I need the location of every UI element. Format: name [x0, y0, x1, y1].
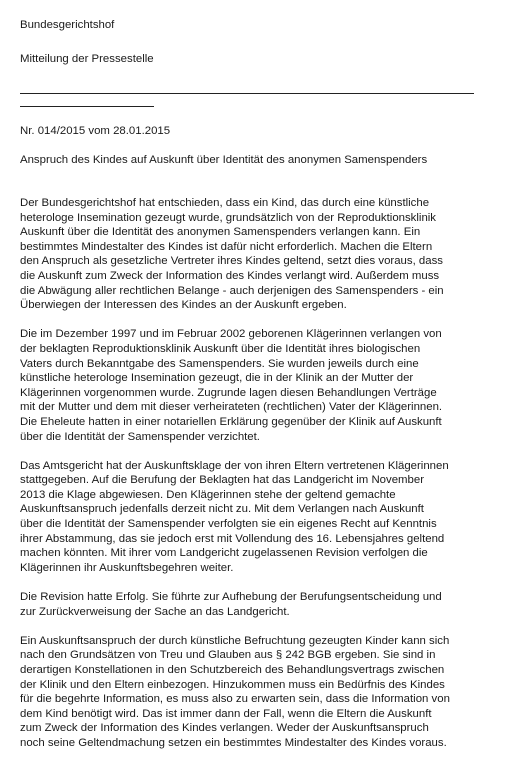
- release-number: Nr. 014/2015 vom 28.01.2015: [20, 125, 171, 137]
- text-line: die Abwägung aller rechtlichen Belange - auch derjenigen des Samenspenders - ein: [20, 284, 444, 297]
- paragraph-5: [20, 634, 490, 751]
- text-line: den Anspruch als gesetzliche Vertreter ihres Kindes geltend, setzt dies voraus, dass: [20, 255, 443, 268]
- text-line: Auskunftsanspruch jedenfalls derzeit nicht zu. Mit dem Verlangen nach Auskunft: [20, 503, 424, 516]
- text-line: Der Bundesgerichtshof hat entschieden, dass ein Kind, das durch eine künstliche: [20, 197, 430, 209]
- text-line: Die im Dezember 1997 und im Februar 2002 geborenen Klägerinnen verlangen von: [20, 328, 442, 341]
- text-line: ihrer Abstammung, das sie jedoch erst mit Vollendung des 16. Lebensjahres geltend: [20, 532, 445, 545]
- text-line: machen könnten. Mit ihrer vom Landgericht zugelassenen Revision verfolgen die: [20, 547, 428, 560]
- text-line: Klägerinnen vorgenommen wurde. Zugrunde lagen diesen Behandlungen Verträge: [20, 386, 437, 399]
- text-line: künstliche heterologe Insemination gezeugt, die in der Klinik an der Mutter der: [20, 372, 414, 385]
- text-line: der beklagten Reproduktionsklinik Auskunft über die Identität ihres biologischen: [20, 342, 421, 355]
- text-line: mit der Mutter und dem mit dieser verheirateten (rechtlichen) Vater der Klägerinnen.: [20, 401, 443, 414]
- release-headline: Anspruch des Kindes auf Auskunft über Identität des anonymen Samenspenders: [20, 154, 428, 166]
- text-line: zur Zurückverweisung der Sache an das Landgericht.: [20, 605, 290, 618]
- separator-line-long: [20, 93, 474, 94]
- text-line: Vaters durch Bekanntgabe des Samenspenders. Sie wurden jeweils durch eine: [20, 357, 419, 370]
- text-line: Ein Auskunftsanspruch der durch künstliche Befruchtung gezeugten Kinder kann sich: [20, 634, 450, 647]
- text-line: heterologe Insemination gezeugt wurde, grundsätzlich von der Reproduktionsklinik: [20, 211, 437, 224]
- paragraph-3: [20, 459, 490, 576]
- text-line: dem Kind benötigt wird. Das ist immer dann der Fall, wenn die Eltern die Auskunft: [20, 707, 432, 720]
- separator-line-short: [20, 106, 154, 107]
- text-line: Überwiegen der Interessen des Kindes an der Auskunft ergeben.: [20, 299, 347, 312]
- text-line: 2013 die Klage abgewiesen. Den Klägerinnen stehe der geltend gemachte: [20, 488, 396, 501]
- paragraph-4: [20, 590, 490, 619]
- text-line: der Klinik und den Eltern einbezogen. Hinzukommen muss ein Bedürfnis des Kindes: [20, 678, 445, 691]
- text-line: über die Identität der Samenspender verzichtet.: [20, 430, 260, 443]
- text-line: für die begehrte Information, es muss also zu erwarten sein, dass die Information von: [20, 693, 450, 706]
- text-line: Die Revision hatte Erfolg. Sie führte zur Aufhebung der Berufungsentscheidung und: [20, 591, 442, 604]
- text-line: die Auskunft zum Zweck der Information des Kindes verlangt wird. Außerdem muss: [20, 269, 440, 282]
- text-line: nach den Grundsätzen von Treu und Glauben aus § 242 BGB ergeben. Sie sind in: [20, 649, 436, 662]
- body-text: [20, 196, 490, 765]
- text-line: über die Identität der Samenspender verfolgten sie ein eigenes Recht auf Kenntnis: [20, 518, 437, 531]
- text-line: Das Amtsgericht hat der Auskunftsklage der von ihren Eltern vertretenen Klägerinnen: [20, 459, 449, 472]
- text-line: Klägerinnen ihr Auskunftsbegehren weiter.: [20, 561, 234, 574]
- paragraph-2: [20, 327, 490, 444]
- text-line: Die Eheleute hatten in einer notariellen Erklärung gegenüber der Klinik auf Auskunft: [20, 415, 442, 428]
- court-name: Bundesgerichtshof: [20, 19, 115, 31]
- text-line: zum Zweck der Information des Kindes verlangen. Weder der Auskunftsanspruch: [20, 722, 429, 735]
- text-line: derartigen Konstellationen in den Schutzbereich des Behandlungsvertrags zwischen: [20, 664, 445, 676]
- text-line: bestimmtes Mindestalter des Kindes ist dafür nicht erforderlich. Machen die Eltern: [20, 240, 433, 253]
- paragraph-1: [20, 196, 490, 313]
- press-office-label: Mitteilung der Pressestelle: [20, 53, 154, 65]
- text-line: Auskunft über die Identität des anonymen Samenspenders verlangen kann. Ein: [20, 226, 421, 239]
- text-line: stattgegeben. Auf die Berufung der Beklagten hat das Landgericht im November: [20, 474, 424, 487]
- text-line: noch seine Geltendmachung setzen ein bestimmtes Mindestalter des Kindes voraus.: [20, 736, 447, 749]
